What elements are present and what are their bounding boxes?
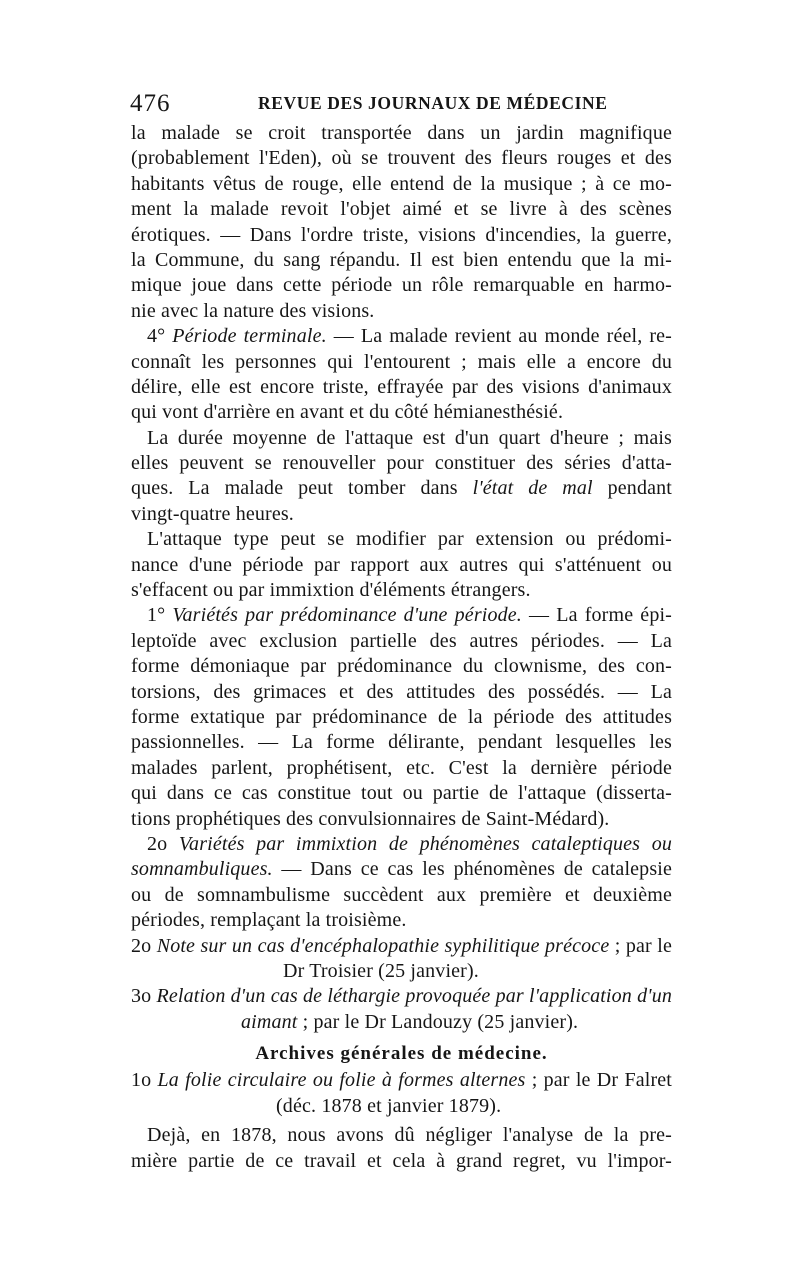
- text-line: [131, 857, 672, 882]
- reference-item: [131, 1068, 672, 1093]
- text-line: nie avec la nature des visions.: [131, 299, 375, 322]
- text-line: mique joue dans cette période un rôle remarquable en harmo-: [131, 274, 672, 297]
- text-line: forme démoniaque par prédominance du clownisme, des con-: [131, 655, 672, 678]
- text-line: L'attaque type peut se modifier par extension ou prédomi-: [147, 528, 672, 551]
- reference-continuation: [131, 1010, 672, 1035]
- text-line: [131, 603, 672, 628]
- text-run: ques. La malade peut tomber dans: [131, 477, 473, 500]
- text-line: elles peuvent se renouveller pour constituer des séries d'atta-: [131, 452, 672, 475]
- text-line: [131, 832, 672, 857]
- section-title: Variétés par immixtion de phénomènes cataleptiques ou: [178, 832, 672, 855]
- reference-item: [131, 934, 672, 959]
- text-line: (probablement l'Eden), où se trouvent des fleurs rouges et des: [131, 147, 672, 170]
- emphasis: l'état de mal: [472, 477, 593, 500]
- text-line: La durée moyenne de l'attaque est d'un quart d'heure ; mais: [147, 426, 672, 449]
- section-number: 4°: [147, 325, 173, 348]
- text-line: mière partie de ce travail et cela à grand regret, vu l'impor-: [131, 1149, 672, 1172]
- text-run: — La forme épi-: [521, 604, 672, 627]
- section-heading: Archives générales de médecine.: [255, 1043, 548, 1065]
- page-body: [131, 121, 672, 1174]
- text-line: [131, 324, 672, 349]
- reference-title: Note sur un cas d'encéphalopathie syphilitique précoce: [156, 934, 610, 957]
- item-number: 1o: [131, 1069, 158, 1092]
- text-line: ou de somnambulisme succèdent aux première et deuxième: [131, 883, 672, 906]
- text-line: ment la malade revoit l'objet aimé et se livre à des scènes: [131, 198, 672, 221]
- text-line: leptoïde avec exclusion partielle des autres périodes. — La: [131, 629, 672, 652]
- text-run: pendant: [592, 477, 672, 500]
- text-line: malades parlent, prophétisent, etc. C'est la dernière période: [131, 756, 672, 779]
- reference-title: aimant: [241, 1010, 298, 1033]
- reference-continuation: Dr Troisier (25 janvier).: [283, 959, 479, 982]
- text-line: torsions, des grimaces et des attitudes des possédés. — La: [131, 680, 672, 703]
- section-title: Période terminale.: [172, 325, 327, 348]
- text-line: Dejà, en 1878, nous avons dû négliger l'analyse de la pre-: [147, 1124, 672, 1147]
- text-line: érotiques. — Dans l'ordre triste, visions d'incendies, la guerre,: [131, 223, 672, 246]
- text-run: ; par le: [609, 934, 672, 957]
- text-run: ; par le Dr Falret: [525, 1069, 672, 1092]
- section-number: 2o: [147, 832, 179, 855]
- text-line: délire, elle est encore triste, effrayée par des visions d'animaux: [131, 375, 672, 398]
- text-run: — La malade revient au monde réel, re-: [326, 325, 672, 348]
- text-line: la Commune, du sang répandu. Il est bien entendu que la mi-: [131, 248, 672, 271]
- text-line: qui vont d'arrière en avant et du côté hémianesthésié.: [131, 401, 564, 424]
- section-title: somnambuliques.: [131, 858, 273, 881]
- text-run: ; par le Dr Landouzy (25 janvier).: [297, 1010, 579, 1033]
- reference-continuation: (déc. 1878 et janvier 1879).: [276, 1094, 502, 1117]
- text-line: tions prophétiques des convulsionnaires de Saint-Médard).: [131, 807, 610, 830]
- running-title: REVUE DES JOURNAUX DE MÉDECINE: [258, 93, 608, 113]
- text-line: connaît les personnes qui l'entourent ; mais elle a encore du: [131, 350, 672, 373]
- text-line: passionnelles. — La forme délirante, pendant lesquelles les: [131, 731, 672, 754]
- reference-title: La folie circulaire ou folie à formes alternes: [157, 1069, 526, 1092]
- reference-item: [131, 984, 672, 1009]
- text-run: — Dans ce cas les phénomènes de catalepsie: [272, 858, 672, 881]
- text-line: la malade se croit transportée dans un jardin magnifique: [131, 122, 672, 144]
- text-line: qui dans ce cas constitue tout ou partie de l'attaque (disserta-: [131, 782, 672, 805]
- text-line: périodes, remplaçant la troisième.: [131, 909, 407, 932]
- text-line: s'effacent ou par immixtion d'éléments étrangers.: [131, 579, 531, 602]
- text-line: [131, 476, 672, 501]
- page-header: [130, 90, 675, 120]
- section-number: 1°: [147, 604, 173, 627]
- item-number: 3o: [131, 985, 157, 1008]
- text-line: habitants vêtus de rouge, elle entend de la musique ; à ce mo-: [131, 172, 672, 195]
- text-line: nance d'une période par rapport aux autres qui s'atténuent ou: [131, 553, 672, 576]
- item-number: 2o: [131, 934, 157, 957]
- text-line: vingt-quatre heures.: [131, 502, 294, 525]
- page-number: 476: [130, 90, 171, 117]
- reference-title: Relation d'un cas de léthargie provoquée par l'application d'un: [156, 985, 672, 1008]
- text-line: forme extatique par prédominance de la période des attitudes: [131, 705, 672, 728]
- section-title: Variétés par prédominance d'une période.: [172, 604, 522, 627]
